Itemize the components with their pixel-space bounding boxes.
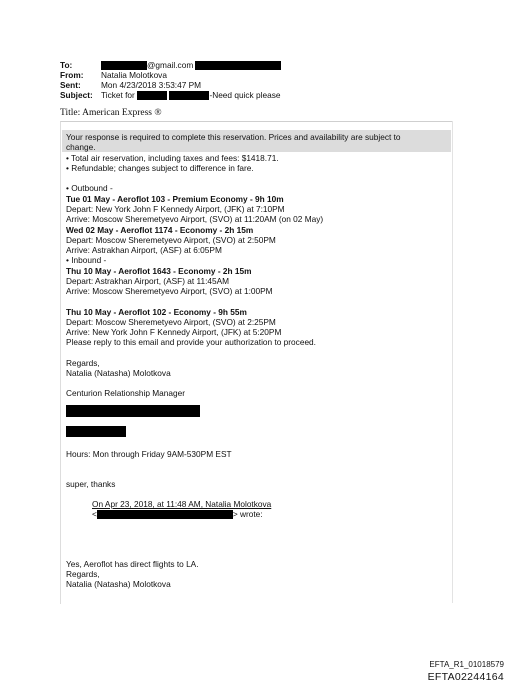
flight-3-title: Thu 10 May - Aeroflot 1643 - Economy - 2h 15m <box>66 266 252 276</box>
flight-2-title: Wed 02 May - Aeroflot 1174 - Economy - 2h 15m <box>66 225 254 235</box>
flight-4-arrive: Arrive: New York John F Kennedy Airport, (JFK) at 5:20PM <box>66 327 282 337</box>
redaction-block <box>66 426 126 437</box>
quote-sender <box>92 509 263 519</box>
total-price: • Total air reservation, including taxes and fees: $1418.71. <box>66 153 279 163</box>
from-label: From: <box>60 70 84 80</box>
to-label: To: <box>60 60 73 70</box>
flight-4-title: Thu 10 May - Aeroflot 102 - Economy - 9h 55m <box>66 307 247 317</box>
flight-4-depart: Depart: Moscow Sheremetyevo Airport, (SVO) at 2:25PM <box>66 317 276 327</box>
redaction-bar <box>137 91 167 100</box>
outbound-label: • Outbound - <box>66 183 113 193</box>
flight-3-arrive: Arrive: Moscow Sheremetyevo Airport, (SVO) at 1:00PM <box>66 286 273 296</box>
redaction-bar <box>97 510 233 519</box>
flight-1-title: Tue 01 May - Aeroflot 103 - Premium Economy - 9h 10m <box>66 194 284 204</box>
redaction-bar <box>169 91 209 100</box>
ref-small: EFTA_R1_01018579 <box>429 660 504 669</box>
notice-line-1: Your response is required to complete this reservation. Prices and availability are subject to <box>66 132 401 142</box>
flight-2-arrive: Arrive: Astrakhan Airport, (ASF) at 6:05PM <box>66 245 222 255</box>
sent-label: Sent: <box>60 80 81 90</box>
subject-value-wrap <box>101 90 280 100</box>
regards: Regards, <box>66 358 100 368</box>
to-value: @gmail.com <box>147 60 194 70</box>
hours: Hours: Mon through Friday 9AM-530PM EST <box>66 449 232 459</box>
sent-value: Mon 4/23/2018 3:53:47 PM <box>101 80 202 90</box>
ref-large: EFTA02244164 <box>427 671 504 683</box>
email-header <box>60 60 480 100</box>
flight-1-depart: Depart: New York John F Kennedy Airport, (JFK) at 7:10PM <box>66 204 285 214</box>
subject-label: Subject: <box>60 90 93 100</box>
frame-right-edge <box>452 121 453 603</box>
notice-line-2: change. <box>66 142 96 152</box>
flight-1-arrive: Arrive: Moscow Sheremetyevo Airport, (SVO) at 11:20AM (on 02 May) <box>66 214 324 224</box>
quoted-regards: Regards, <box>66 569 100 579</box>
flight-2-depart: Depart: Moscow Sheremetyevo Airport, (SVO) at 2:50PM <box>66 235 276 245</box>
redaction-block <box>66 405 200 417</box>
reply-request: Please reply to this email and provide your authorization to proceed. <box>66 337 316 347</box>
from-value: Natalia Molotkova <box>101 70 167 80</box>
reply-text: super, thanks <box>66 479 116 489</box>
quote-header: On Apr 23, 2018, at 11:48 AM, Natalia Molotkova <box>92 499 272 509</box>
signature-role: Centurion Relationship Manager <box>66 388 185 398</box>
quoted-name: Natalia (Natasha) Molotkova <box>66 579 171 589</box>
quoted-text: Yes, Aeroflot has direct flights to LA. <box>66 559 199 569</box>
redaction-bar <box>101 61 147 70</box>
quote-close: > wrote: <box>232 509 263 519</box>
redaction-bar <box>195 61 281 70</box>
quote-open: < <box>92 509 97 519</box>
flight-3-depart: Depart: Astrakhan Airport, (ASF) at 11:45AM <box>66 276 230 286</box>
refundable-note: • Refundable; changes subject to difference in fare. <box>66 163 254 173</box>
page-title: Title: American Express ® <box>60 108 162 118</box>
subject-prefix: Ticket for <box>101 90 135 100</box>
inbound-label: • Inbound - <box>66 255 107 265</box>
signature-name: Natalia (Natasha) Molotkova <box>66 368 171 378</box>
to-value-wrap <box>101 60 281 70</box>
subject-suffix: -Need quick please <box>209 90 281 100</box>
